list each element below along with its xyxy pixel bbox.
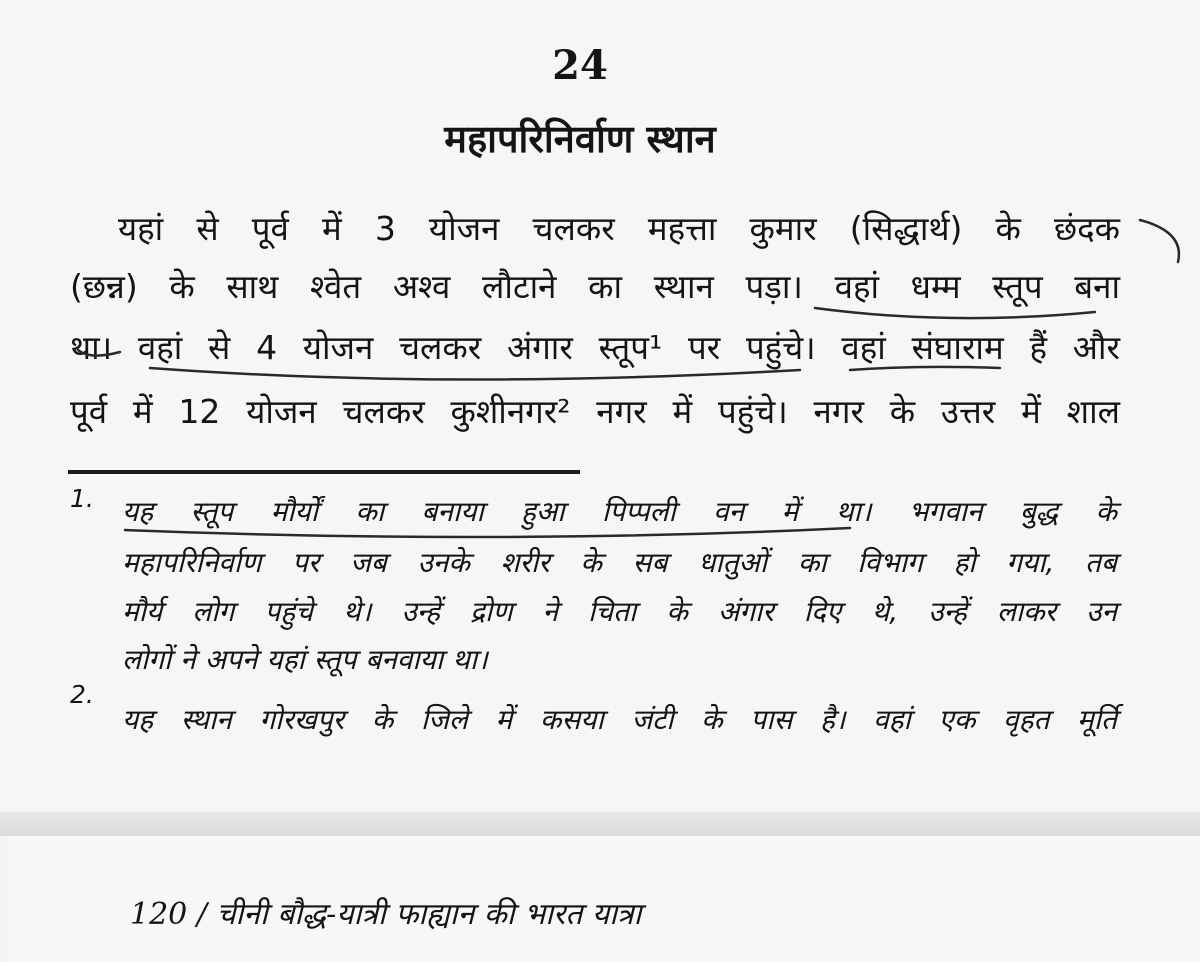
body-line-4: पूर्व में 12 योजन चलकर कुशीनगर² नगर में पहुंचे। नगर के उत्तर में शाल [70, 392, 1120, 431]
footnote-2-line-1: यह स्थान गोरखपुर के जिले में कसया जंटी के पास है। वहां एक वृहत मूर्ति [122, 703, 1117, 736]
footer-book-title: चीनी बौद्ध-यात्री फाह्यान की भारत यात्रा [216, 897, 642, 932]
running-footer [130, 892, 641, 933]
footnote-1-line-2: महापरिनिर्वाण पर जब उनके शरीर के सब धातुओं का विभाग हो गया, तब [122, 546, 1117, 579]
margin-bracket-mark [1140, 220, 1179, 262]
footnote-1-number: 1. [70, 484, 94, 513]
body-line-3: था। वहां से 4 योजन चलकर अंगार स्तूप¹ पर पहुंचे। वहां संघाराम हैं और [70, 328, 1120, 367]
footer-separator: / [196, 897, 207, 932]
chapter-title: महापरिनिर्वाण स्थान [444, 117, 716, 161]
footnote-separator-rule [68, 470, 580, 474]
footer-page-number: 120 [130, 897, 188, 932]
page-number: 24 [552, 42, 608, 89]
footnote-1-line-4: लोगों ने अपने यहां स्तूप बनवाया था। [122, 643, 488, 676]
footnote-1-line-3: मौर्य लोग पहुंचे थे। उन्हें द्रोण ने चिता के अंगार दिए थे, उन्हें लाकर उन [122, 595, 1117, 628]
footnote-2-number: 2. [70, 680, 94, 709]
footnote-1-line-1: यह स्तूप मौर्यों का बनाया हुआ पिप्पली वन में था। भगवान बुद्ध के [122, 495, 1117, 528]
body-line-1: यहां से पूर्व में 3 योजन चलकर महत्ता कुमार (सिद्धार्थ) के छंदक [118, 209, 1120, 248]
page-gap [0, 812, 1200, 836]
body-line-2: (छन्न) के साथ श्वेत अश्व लौटाने का स्थान पड़ा। वहां धम्म स्तूप बना [70, 267, 1120, 306]
